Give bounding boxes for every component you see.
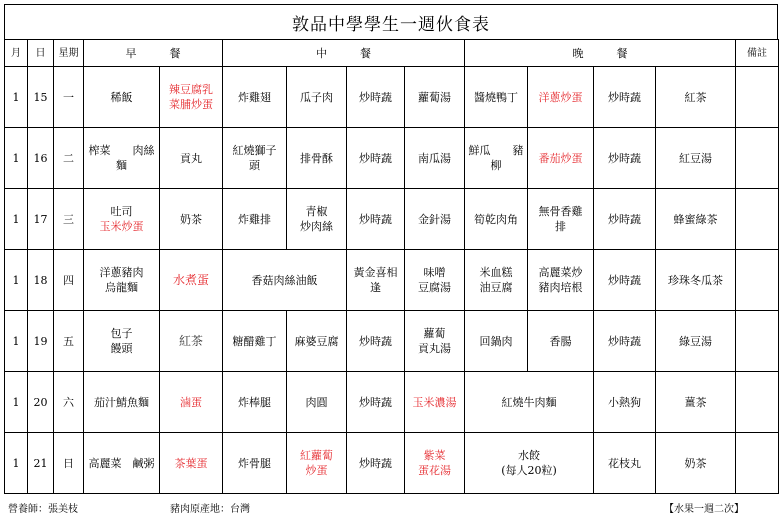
dinner-drink: 紅茶 bbox=[656, 67, 736, 128]
weekday-cell: 日 bbox=[54, 433, 84, 494]
dinner-drink: 珍珠冬瓜茶 bbox=[656, 250, 736, 311]
lunch-vegetable: 炒時蔬 bbox=[347, 128, 405, 189]
weekday-cell: 二 bbox=[54, 128, 84, 189]
dinner-drink: 紅豆湯 bbox=[656, 128, 736, 189]
weekday-cell: 一 bbox=[54, 67, 84, 128]
notes-cell bbox=[736, 372, 779, 433]
breakfast-main: 包子 饅頭 bbox=[84, 311, 160, 372]
month-cell: 1 bbox=[5, 372, 28, 433]
dinner-drink: 蜂蜜綠茶 bbox=[656, 189, 736, 250]
fruit-note: 【水果一週二次】 bbox=[664, 504, 744, 515]
weekday-cell: 五 bbox=[54, 311, 84, 372]
lunch-soup: 蘿蔔 貢丸湯 bbox=[405, 311, 465, 372]
lunch-dish-2: 青椒 炒肉絲 bbox=[287, 189, 347, 250]
dinner-dish-1: 醬燒鴨丁 bbox=[465, 67, 528, 128]
dinner-dish-2: 無骨香雞 排 bbox=[528, 189, 594, 250]
lunch-vegetable: 黃金喜相 逢 bbox=[347, 250, 405, 311]
lunch-soup: 味噌 豆腐湯 bbox=[405, 250, 465, 311]
lunch-dish-1: 糖醋雞丁 bbox=[223, 311, 287, 372]
day-cell: 19 bbox=[28, 311, 54, 372]
day-cell: 15 bbox=[28, 67, 54, 128]
breakfast-side: 奶茶 bbox=[160, 189, 223, 250]
header-weekday: 星期 bbox=[54, 40, 84, 67]
dinner-dish-1: 回鍋肉 bbox=[465, 311, 528, 372]
notes-cell bbox=[736, 311, 779, 372]
table-row bbox=[5, 433, 779, 494]
day-cell: 20 bbox=[28, 372, 54, 433]
footer bbox=[4, 500, 778, 516]
day-cell: 21 bbox=[28, 433, 54, 494]
header-day: 日 bbox=[28, 40, 54, 67]
lunch-dish-2: 排骨酥 bbox=[287, 128, 347, 189]
table-row bbox=[5, 67, 779, 128]
breakfast-main: 茄汁鯖魚麵 bbox=[84, 372, 160, 433]
breakfast-side: 紅茶 bbox=[160, 311, 223, 372]
lunch-dish-2: 麻婆豆腐 bbox=[287, 311, 347, 372]
weekday-cell: 四 bbox=[54, 250, 84, 311]
month-cell: 1 bbox=[5, 250, 28, 311]
breakfast-side: 水煮蛋 bbox=[160, 250, 223, 311]
lunch-dish-2: 紅蘿蔔 炒蛋 bbox=[287, 433, 347, 494]
lunch-dish-2: 肉圓 bbox=[287, 372, 347, 433]
header-dinner: 晚 餐 bbox=[465, 40, 736, 67]
table-row bbox=[5, 128, 779, 189]
header-row bbox=[5, 40, 779, 67]
table-row bbox=[5, 372, 779, 433]
dinner-dish-1: 米血糕 油豆腐 bbox=[465, 250, 528, 311]
lunch-dish-1: 炸雞翅 bbox=[223, 67, 287, 128]
day-cell: 17 bbox=[28, 189, 54, 250]
dinner-vegetable: 炒時蔬 bbox=[594, 311, 656, 372]
dinner-dish-2: 洋蔥炒蛋 bbox=[528, 67, 594, 128]
dinner-vegetable: 炒時蔬 bbox=[594, 189, 656, 250]
dinner-dish-2: 香腸 bbox=[528, 311, 594, 372]
dinner-dish-1: 鮮瓜 豬 柳 bbox=[465, 128, 528, 189]
dietitian-label: 營養師：張美枝 bbox=[8, 504, 78, 515]
breakfast-main: 高麗菜 鹹粥 bbox=[84, 433, 160, 494]
weekday-cell: 六 bbox=[54, 372, 84, 433]
menu-document bbox=[4, 4, 778, 494]
breakfast-main: 榨菜 肉絲 麵 bbox=[84, 128, 160, 189]
notes-cell bbox=[736, 250, 779, 311]
dinner-vegetable: 炒時蔬 bbox=[594, 67, 656, 128]
header-notes: 備註 bbox=[736, 40, 779, 67]
dinner-drink: 綠豆湯 bbox=[656, 311, 736, 372]
header-breakfast: 早 餐 bbox=[84, 40, 223, 67]
dinner-dish-combined: 水餃 (每人20粒) bbox=[465, 433, 594, 494]
table-row bbox=[5, 311, 779, 372]
lunch-soup: 玉米濃湯 bbox=[405, 372, 465, 433]
dinner-dish-combined: 紅燒牛肉麵 bbox=[465, 372, 594, 433]
breakfast-main-line-1: 吐司 bbox=[110, 205, 133, 218]
lunch-vegetable: 炒時蔬 bbox=[347, 311, 405, 372]
month-cell: 1 bbox=[5, 189, 28, 250]
breakfast-main bbox=[84, 189, 160, 250]
lunch-soup: 南瓜湯 bbox=[405, 128, 465, 189]
dinner-drink: 薑茶 bbox=[656, 372, 736, 433]
table-row bbox=[5, 189, 779, 250]
day-cell: 18 bbox=[28, 250, 54, 311]
notes-cell bbox=[736, 433, 779, 494]
month-cell: 1 bbox=[5, 128, 28, 189]
dinner-drink: 奶茶 bbox=[656, 433, 736, 494]
month-cell: 1 bbox=[5, 67, 28, 128]
menu-table bbox=[4, 39, 779, 494]
lunch-soup: 紫菜 蛋花湯 bbox=[405, 433, 465, 494]
dinner-dish-2: 高麗菜炒 豬肉培根 bbox=[528, 250, 594, 311]
breakfast-main-line-2: 玉米炒蛋 bbox=[99, 220, 144, 233]
month-cell: 1 bbox=[5, 311, 28, 372]
lunch-dish-1: 炸雞排 bbox=[223, 189, 287, 250]
lunch-soup: 金針湯 bbox=[405, 189, 465, 250]
lunch-dish-1: 炸棒腿 bbox=[223, 372, 287, 433]
dinner-dish-1: 筍乾肉角 bbox=[465, 189, 528, 250]
breakfast-side: 滷蛋 bbox=[160, 372, 223, 433]
breakfast-side: 茶葉蛋 bbox=[160, 433, 223, 494]
lunch-vegetable: 炒時蔬 bbox=[347, 189, 405, 250]
day-cell: 16 bbox=[28, 128, 54, 189]
lunch-vegetable: 炒時蔬 bbox=[347, 433, 405, 494]
header-lunch: 中 餐 bbox=[223, 40, 465, 67]
breakfast-side: 貢丸 bbox=[160, 128, 223, 189]
breakfast-side: 辣豆腐乳 菜脯炒蛋 bbox=[160, 67, 223, 128]
breakfast-main: 稀飯 bbox=[84, 67, 160, 128]
notes-cell bbox=[736, 128, 779, 189]
lunch-dish-2: 瓜子肉 bbox=[287, 67, 347, 128]
month-cell: 1 bbox=[5, 433, 28, 494]
table-row bbox=[5, 250, 779, 311]
lunch-vegetable: 炒時蔬 bbox=[347, 67, 405, 128]
dinner-dish-2: 番茄炒蛋 bbox=[528, 128, 594, 189]
dinner-side: 小熱狗 bbox=[594, 372, 656, 433]
weekday-cell: 三 bbox=[54, 189, 84, 250]
notes-cell bbox=[736, 67, 779, 128]
lunch-dish-combined: 香菇肉絲油飯 bbox=[223, 250, 347, 311]
pork-origin-label: 豬肉原產地：台灣 bbox=[170, 504, 250, 515]
page-title: 敦品中學學生一週伙食表 bbox=[4, 4, 778, 39]
dinner-vegetable: 炒時蔬 bbox=[594, 250, 656, 311]
dinner-side: 花枝丸 bbox=[594, 433, 656, 494]
lunch-vegetable: 炒時蔬 bbox=[347, 372, 405, 433]
lunch-soup: 蘿蔔湯 bbox=[405, 67, 465, 128]
header-month: 月 bbox=[5, 40, 28, 67]
lunch-dish-1: 炸骨腿 bbox=[223, 433, 287, 494]
lunch-dish-1: 紅燒獅子 頭 bbox=[223, 128, 287, 189]
notes-cell bbox=[736, 189, 779, 250]
breakfast-main: 洋蔥豬肉 烏龍麵 bbox=[84, 250, 160, 311]
dinner-vegetable: 炒時蔬 bbox=[594, 128, 656, 189]
